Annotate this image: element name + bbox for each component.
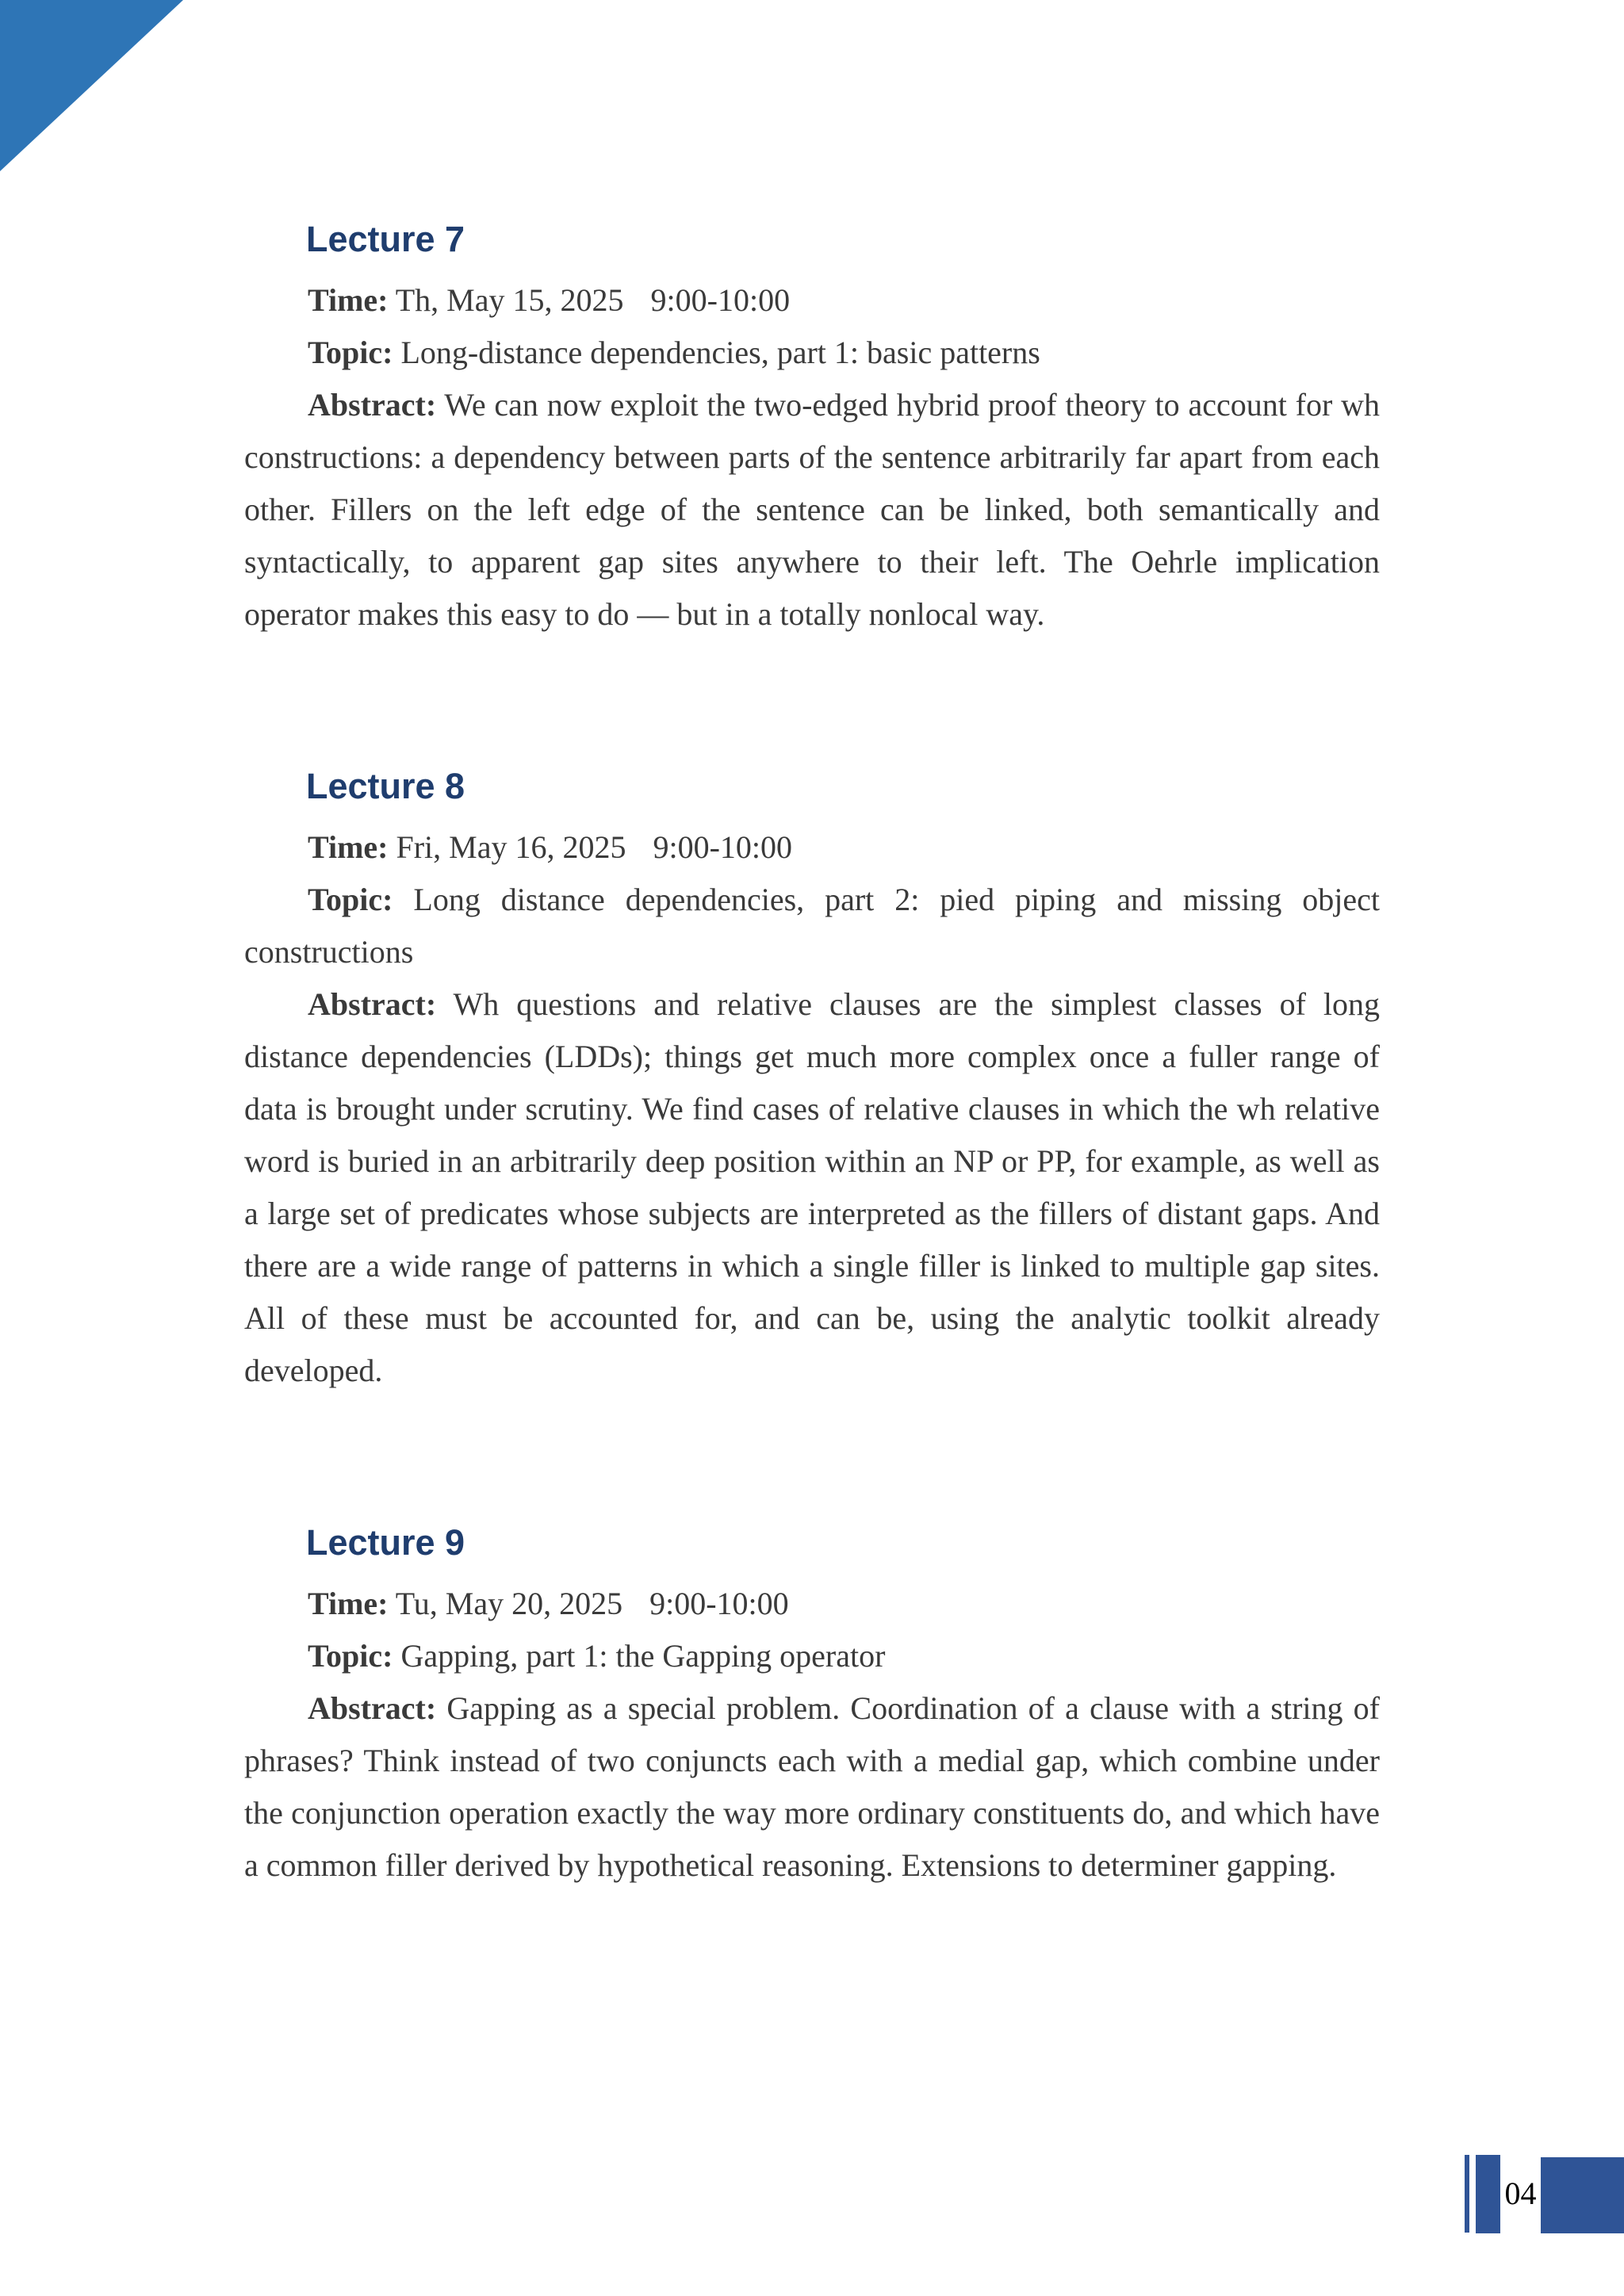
lecture-section-8 — [244, 767, 1380, 1397]
abstract-text: Gapping as a special problem. Coordination of a clause with a string of phrases? Think instead of two conjuncts each with a medial gap, which combine under the conjunction operation exactly the way more ordinary constituents do, and which have a common filler derived by hypothetical reasoning. Extensions to determiner gapping. — [244, 1690, 1380, 1883]
page-number: 04 — [1504, 2175, 1537, 2211]
lecture-title: Lecture 7 — [306, 219, 465, 259]
topic-text: Long distance dependencies, part 2: pied piping and missing object constructions — [244, 882, 1381, 970]
abstract-text: We can now exploit the two-edged hybrid proof theory to account for wh constructions: a dependency between parts of the sentence arbitrarily far apart from each other. Fillers on the left edge of the sentence can be linked, both semantically and syntactically, to apparent gap sites anywhere to their left. The Oehrle implication operator makes this easy to do — but in a totally nonlocal way. — [244, 387, 1380, 632]
abstract-label: Abstract: — [308, 1690, 437, 1726]
lecture-topic-line — [244, 327, 1380, 379]
time-range: 9:00-10:00 — [649, 1586, 789, 1621]
time-range: 9:00-10:00 — [650, 282, 791, 318]
topic-text: Long-distance dependencies, part 1: basic patterns — [400, 335, 1040, 370]
topic-label: Topic: — [308, 882, 393, 917]
time-range: 9:00-10:00 — [653, 829, 793, 865]
lecture-topic-line — [244, 874, 1380, 978]
lecture-abstract — [244, 1682, 1380, 1892]
footer-accent-bar-thin — [1465, 2155, 1469, 2233]
lecture-section-9 — [244, 1524, 1380, 1892]
time-date: Fri, May 16, 2025 — [396, 829, 626, 865]
abstract-text: Wh questions and relative clauses are the simplest classes of long distance dependencies (LDDs); things get much more complex once a fuller range of data is brought under scrutiny. We find cases of relative clauses in which the wh relative word is buried in an arbitrarily deep position within an NP or PP, for example, as well as a large set of predicates whose subjects are interpreted as the fillers of distant gaps. And there are a wide range of patterns in which a single filler is linked to multiple gap sites. All of these must be accounted for, and can be, using the analytic toolkit already developed. — [244, 986, 1381, 1388]
lecture-time-line — [244, 1578, 1380, 1630]
lecture-topic-line — [244, 1630, 1380, 1682]
topic-text: Gapping, part 1: the Gapping operator — [400, 1638, 886, 1674]
abstract-label: Abstract: — [308, 986, 437, 1022]
time-date: Tu, May 20, 2025 — [395, 1586, 623, 1621]
lecture-abstract — [244, 978, 1380, 1397]
lecture-title: Lecture 8 — [306, 766, 465, 806]
lecture-section-7 — [244, 220, 1380, 641]
time-date: Th, May 15, 2025 — [395, 282, 624, 318]
corner-accent-triangle — [0, 0, 183, 171]
time-label: Time: — [308, 829, 389, 865]
topic-label: Topic: — [308, 335, 393, 370]
lecture-list — [244, 220, 1380, 2019]
time-label: Time: — [308, 1586, 389, 1621]
footer-accent-bar-thick — [1476, 2155, 1500, 2233]
abstract-label: Abstract: — [308, 387, 437, 423]
lecture-time-line — [244, 821, 1380, 874]
lecture-title: Lecture 9 — [306, 1522, 465, 1563]
time-label: Time: — [308, 282, 389, 318]
lecture-time-line — [244, 274, 1380, 327]
footer-accent-rect — [1541, 2157, 1624, 2233]
topic-label: Topic: — [308, 1638, 393, 1674]
lecture-abstract — [244, 379, 1380, 641]
